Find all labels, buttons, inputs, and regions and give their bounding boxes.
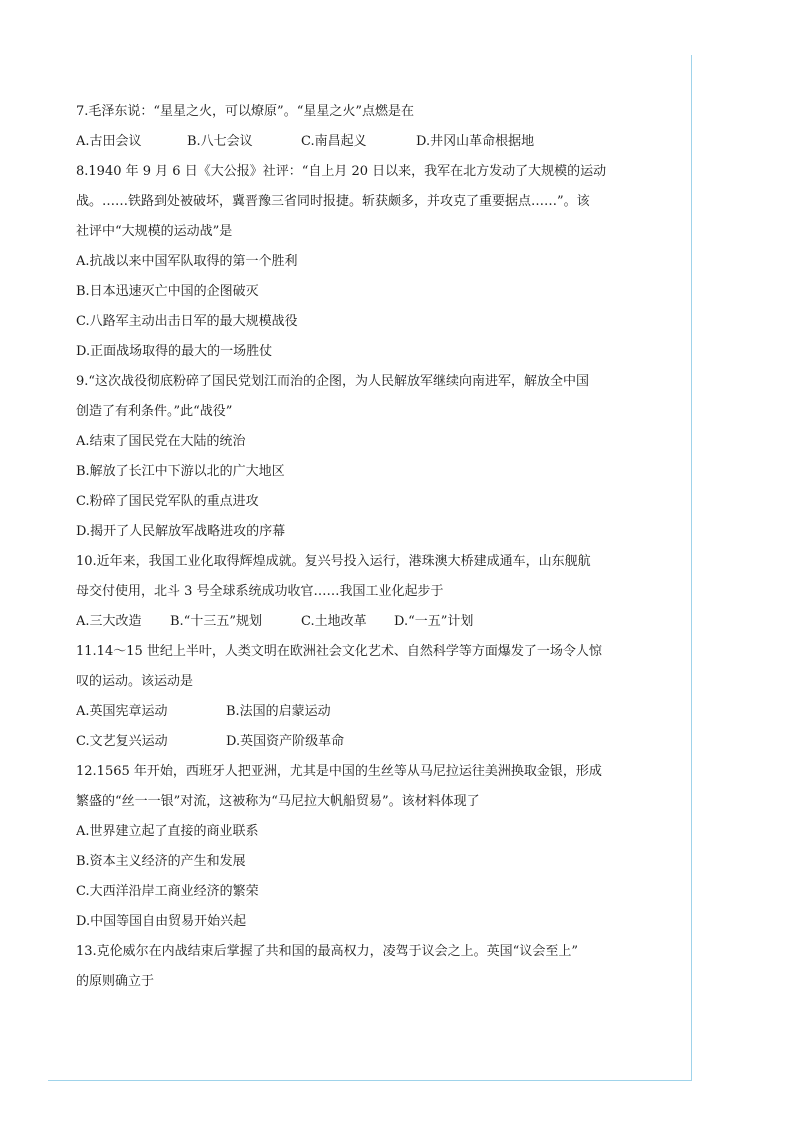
option-a: A.三大改造	[76, 614, 142, 629]
question-stem: 7.毛泽东说：“星星之火，可以燎原”。“星星之火”点燃是在	[76, 104, 414, 119]
question-stem: 8.1940 年 9 月 6 日《大公报》社评：“自上月 20 日以来，我军在北方发动了大规模的运动	[76, 164, 607, 179]
option-d: D.正面战场取得的最大的一场胜仗	[76, 344, 273, 359]
question-stem: 10.近年来，我国工业化取得辉煌成就。复兴号投入运行，港珠澳大桥建成通车，山东舰航	[76, 554, 591, 569]
option-b: B.“十三五”规划	[170, 614, 262, 629]
option-a: A.世界建立起了直接的商业联系	[76, 824, 259, 839]
question-8	[76, 157, 636, 367]
page-border-bottom	[48, 1080, 692, 1081]
option-b: B.资本主义经济的产生和发展	[76, 854, 246, 869]
option-d: D.揭开了人民解放军战略进攻的序幕	[76, 524, 286, 539]
options-row	[76, 697, 636, 727]
question-stem: 13.克伦威尔在内战结束后掌握了共和国的最高权力，凌驾于议会之上。英国“议会至上”	[76, 944, 578, 959]
option-b: B.解放了长江中下游以北的广大地区	[76, 464, 285, 479]
option-a: A.英国宪章运动	[76, 704, 168, 719]
option-a: A.结束了国民党在大陆的统治	[76, 434, 246, 449]
question-stem: 创造了有利条件。”此“战役”	[76, 404, 233, 419]
options-row	[76, 127, 636, 157]
options-row	[76, 607, 636, 637]
option-a: A.抗战以来中国军队取得的第一个胜利	[76, 254, 298, 269]
option-c: C.土地改革	[301, 614, 367, 629]
question-stem: 母交付使用，北斗 3 号全球系统成功收官……我国工业化起步于	[76, 584, 444, 599]
option-b: B.日本迅速灭亡中国的企图破灭	[76, 284, 259, 299]
option-d: D.井冈山革命根据地	[416, 134, 535, 149]
option-b: B.八七会议	[187, 134, 253, 149]
question-stem: 9.“这次战役彻底粉碎了国民党划江而治的企图，为人民解放军继续向南进军，解放全中国	[76, 374, 590, 389]
question-stem: 战。……铁路到处被破坏，冀晋豫三省同时报捷。斩获颇多，并攻克了重要据点……”。该	[76, 194, 590, 209]
question-13	[76, 937, 636, 997]
question-stem: 社评中“大规模的运动战”是	[76, 224, 233, 239]
question-7	[76, 97, 636, 157]
option-c: C.大西洋沿岸工商业经济的繁荣	[76, 884, 259, 899]
question-12	[76, 757, 636, 937]
option-d: D.英国资产阶级革命	[226, 734, 345, 749]
option-d: D.“一五”计划	[394, 614, 474, 629]
option-a: A.古田会议	[76, 134, 142, 149]
options-row	[76, 727, 636, 757]
option-c: C.南昌起义	[301, 134, 367, 149]
question-stem: 11.14～15 世纪上半叶，人类文明在欧洲社会文化艺术、自然科学等方面爆发了一场令人惊	[76, 644, 602, 659]
question-stem: 叹的运动。该运动是	[76, 674, 194, 689]
option-d: D.中国等国自由贸易开始兴起	[76, 914, 247, 929]
question-11	[76, 637, 636, 757]
question-stem: 的原则确立于	[76, 974, 155, 989]
question-9	[76, 367, 636, 547]
option-c: C.文艺复兴运动	[76, 734, 168, 749]
question-10	[76, 547, 636, 637]
question-stem: 12.1565 年开始，西班牙人把亚洲，尤其是中国的生丝等从马尼拉运往美洲换取金银，形成	[76, 764, 602, 779]
option-b: B.法国的启蒙运动	[226, 704, 331, 719]
document-body	[76, 97, 636, 997]
page-border-right	[691, 55, 692, 1081]
option-c: C.八路军主动出击日军的最大规模战役	[76, 314, 298, 329]
option-c: C.粉碎了国民党军队的重点进攻	[76, 494, 259, 509]
question-stem: 繁盛的“丝一一银”对流，这被称为“马尼拉大帆船贸易”。该材料体现了	[76, 794, 480, 809]
